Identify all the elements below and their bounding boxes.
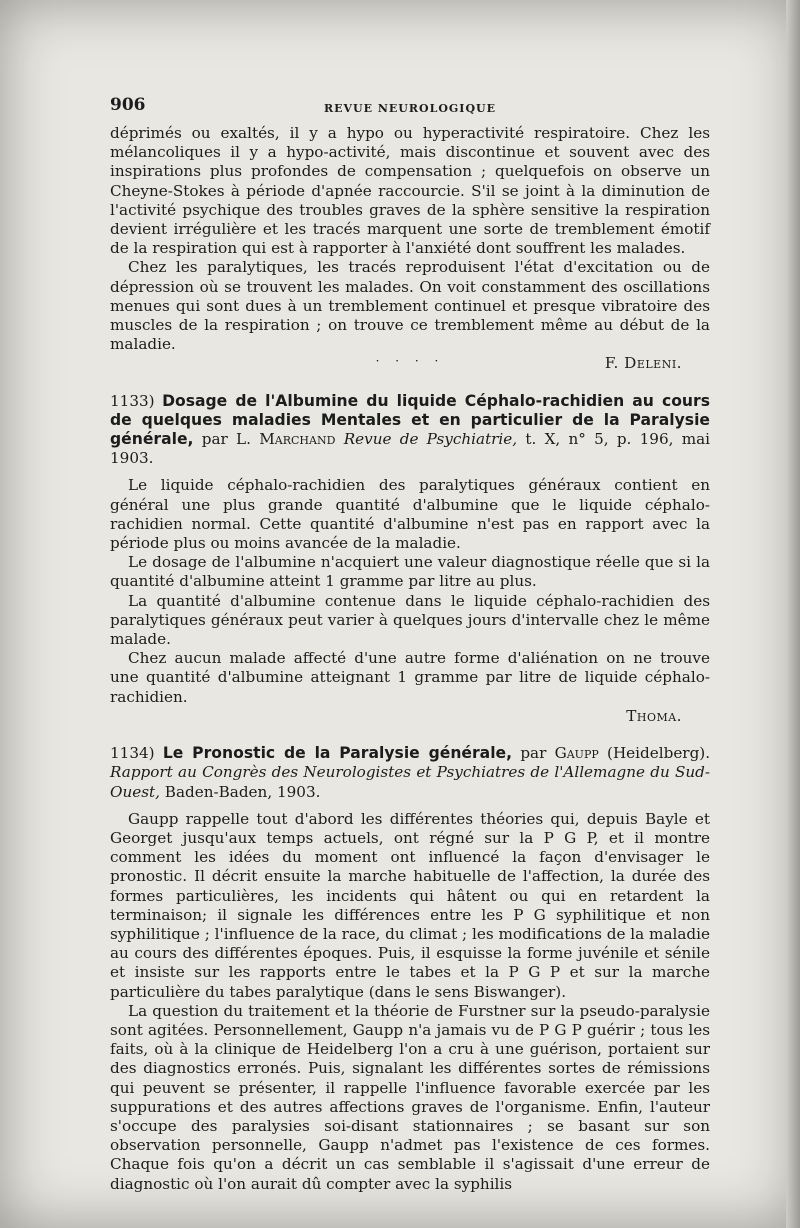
entry-citation: t. X, n° 5, p. 196, mai 1903.: [110, 430, 711, 468]
entry-citation: Baden-Baden, 1903.: [164, 782, 321, 801]
entry-number: 1134): [110, 744, 155, 763]
page-content: [110, 96, 710, 1194]
page-number: 906: [110, 95, 146, 115]
separator-dots: · · · ·: [375, 354, 445, 369]
entry-paragraph: La question du traitement et la théorie de Furstner sur la pseudo-paralysie sont agitées. Personnellement, Gaupp n'a jamais vu de P G P guérir ; tous les faits, où à la clinique de Heidelberg l'on a cru à une guérison, portaient sur des diagnostics erronés. Puis, signalant les différentes sortes de rémissions qui peuvent se présenter, il rappelle l'influence favorable exercée par les suppurations et des autres affections graves de l'organisme. Enfin, l'auteur s'occupe des paralysies soi-disant stationnaires ; se basant sur son observation personnelle, Gaupp n'admet pas l'existence de ces formes. Chaque fois qu'on a décrit un cas semblable il s'agissait d'une erreur de diagnostic où l'on aurait dû compter avec la syphilis: [110, 1001, 710, 1193]
journal-title: REVUE NEUROLOGIQUE: [323, 102, 497, 115]
intro-paragraph-2: Chez les paralytiques, les tracés reproduisent l'état d'excitation ou de dépression où se trouvent les malades. On voit constamment des oscillations menues qui sont dues à un tremblement continuel et presque vibratoire des muscles de la respiration ; on trouve ce tremblement même au début de la maladie.: [110, 258, 710, 354]
entry-paragraph: La quantité d'albumine contenue dans le liquide céphalo-rachidien des paralytiques généraux peut varier à quelques jours d'intervalle chez le même malade.: [110, 591, 710, 649]
entry-body: [110, 810, 710, 1194]
intro-signature: F. Deleni.: [604, 354, 682, 373]
entry-paragraph: Le liquide céphalo-rachidien des paralytiques généraux contient en général une plus grande quantité d'albumine que le liquide céphalo-rachidien normal. Cette quantité d'albumine n'est pas en rapport avec la période plus ou moins avancée de la maladie.: [110, 476, 710, 553]
entry-title: Le Pronostic de la Paralysie générale,: [162, 744, 513, 763]
entry-number: 1133): [110, 391, 155, 410]
entry-title: Dosage de l'Albumine du liquide Céphalo-rachidien au cours de quelques maladies Mentales et en particulier de la Paralysie générale,: [110, 391, 711, 449]
entry-source: Revue de Psychiatrie,: [343, 430, 518, 449]
entry-paragraph: Le dosage de l'albumine n'acquiert une valeur diagnostique réelle que si la quantité d'albumine atteint 1 gramme par litre au plus.: [110, 553, 710, 591]
entry-author: Gaupp: [554, 744, 599, 763]
author-prefix: par L.: [201, 430, 251, 449]
entry-1134: [110, 744, 710, 1194]
entry-source: Rapport au Congrès des Neurologistes et Psychiatres de l'Allemagne du Sud-Ouest,: [110, 763, 710, 801]
entry-signature: Thoma.: [626, 706, 682, 725]
running-head: [110, 96, 710, 120]
entry-paragraph: Gaupp rappelle tout d'abord les différentes théories qui, depuis Bayle et Georget jusqu'aux temps actuels, ont régné sur la P G P, et il montre comment les idées du moment ont influencé la façon d'envisager le pronostic. Il décrit ensuite la marche habituelle de l'affection, la durée des formes particulières, les incidents qui hâtent ou qui en retardent la terminaison; il signale les différences entre les P G syphilitique et non syphilitique ; l'influence de la race, du climat ; les modifications de la maladie au cours des différentes époques. Puis, il esquisse la forme juvénile et sénile et insiste sur les rapports entre le tabes et la P G P et sur la marche particulière du tabes paralytique (dans le sens Biswanger).: [110, 809, 710, 1001]
entry-1133: [110, 392, 710, 726]
entry-paragraph: Chez aucun malade affecté d'une autre forme d'aliénation on ne trouve une quantité d'albumine atteignant 1 gramme par litre de liquide céphalo-rachidien.: [110, 649, 710, 706]
entry-body: [110, 476, 710, 726]
intro-paragraph-1: déprimés ou exaltés, il y a hypo ou hyperactivité respiratoire. Chez les mélancoliques il y a hypo-activité, mais discontinue et souvent avec des inspirations plus profondes de compensation ; quelquefois on observe un Cheyne-Stokes à période d'apnée raccourcie. S'il se joint à la diminution de l'activité psychique des troubles graves de la sphère sensitive la respiration devient irrégulière et les tracés marquent une sorte de tremblement émotif de la respiration qui est à rapporter à l'anxiété dont souffrent les malades.: [110, 124, 710, 258]
page-edge: [786, 0, 800, 1228]
entry-heading: [110, 744, 710, 802]
entry-heading: [110, 392, 710, 469]
entry-affiliation: (Heidelberg).: [607, 744, 711, 763]
entry-author: Marchand: [259, 430, 336, 449]
author-prefix: par: [520, 744, 547, 763]
